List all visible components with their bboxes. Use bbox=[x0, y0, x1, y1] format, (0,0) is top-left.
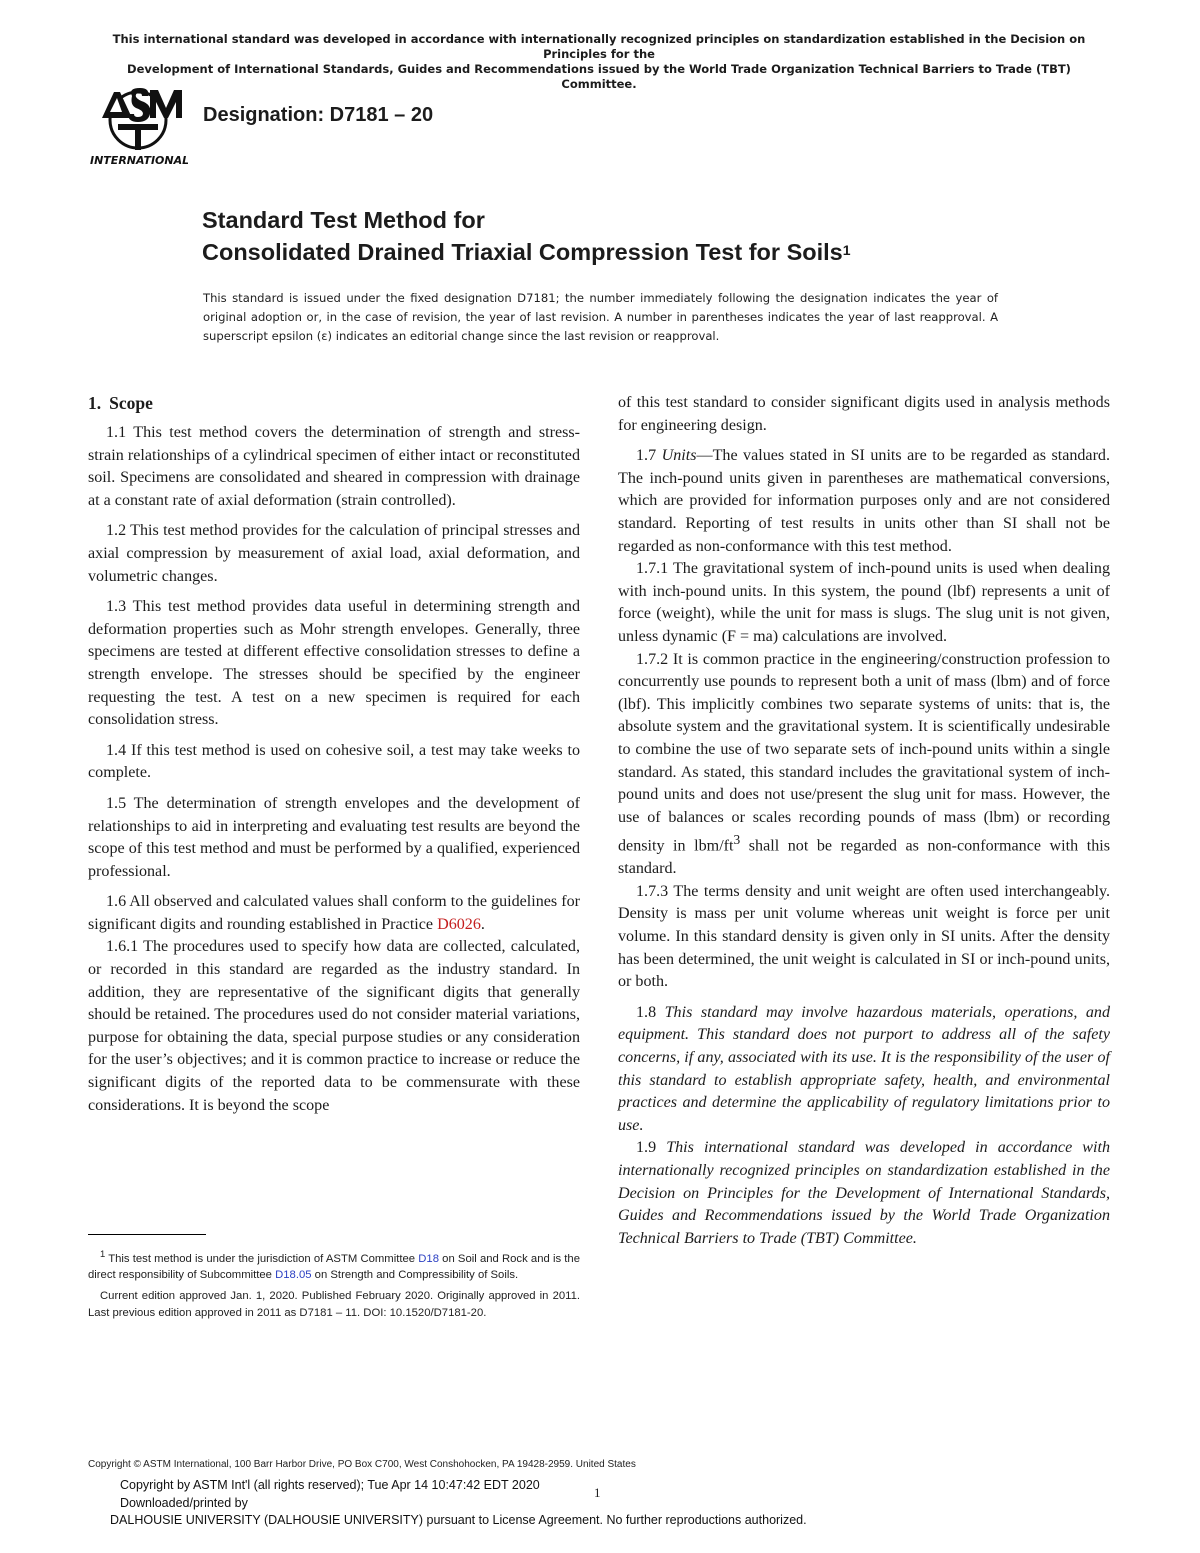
notice-line-1: This international standard was developed in accordance with internationally recognized principles on standardization established in the Decision on Principles for the bbox=[112, 32, 1086, 61]
astm-logo bbox=[88, 84, 188, 168]
paragraph-1-6-end: . bbox=[480, 915, 485, 933]
issue-note: This standard is issued under the fixed designation D7181; the number immediately following the designation indicates the year of original adoption or, in the case of revision, the year of last revision. A number in parentheses indicates the year of last reapproval. A superscript epsilon (ε) indicates an editorial change since the last revision or reapproval. bbox=[203, 291, 998, 343]
document-title bbox=[202, 204, 851, 268]
d18-05-link[interactable]: D18.05 bbox=[275, 1269, 312, 1282]
paragraph-1-8 bbox=[618, 1002, 1110, 1138]
d18-link[interactable]: D18 bbox=[418, 1252, 439, 1265]
wto-notice bbox=[88, 32, 1110, 92]
title-line-2 bbox=[202, 236, 851, 268]
logo-text: INTERNATIONAL bbox=[90, 154, 188, 167]
footnote-mark: 1 bbox=[100, 1248, 106, 1259]
d6026-link[interactable]: D6026 bbox=[437, 915, 481, 933]
copyright-line: Copyright © ASTM International, 100 Barr Harbor Drive, PO Box C700, West Conshohocken, PA 19428-2959. United States bbox=[88, 1459, 636, 1470]
footnote-text-b: on Soil and Rock and is the direct responsibility of Subcommittee bbox=[88, 1252, 581, 1282]
right-column bbox=[618, 392, 1110, 1258]
download-stamp bbox=[110, 1477, 807, 1530]
paragraph-1-4: 1.4 If this test method is used on cohesive soil, a test may take weeks to complete. bbox=[88, 741, 580, 782]
paragraph-1-6-text: 1.6 All observed and calculated values shall conform to the guidelines for significant digits and rounding established in Practice bbox=[88, 893, 580, 933]
footnote bbox=[88, 1246, 580, 1325]
paragraph-1-5: 1.5 The determination of strength envelopes and the development of relationships to aid in interpreting and evaluating test results are beyond the scope of this test method and must be performed by a qualified, experienced professional. bbox=[88, 794, 580, 880]
paragraph-1-9-text: This international standard was developed in accordance with internationally recognized principles on standardization established in the Decision on Principles for the Development of International Standards, Guides and Recommendations issued by the World Trade Organization Technical Barriers to Trade (TBT) Committee. bbox=[618, 1139, 1110, 1247]
footnote-1 bbox=[88, 1246, 580, 1284]
designation: Designation: D7181 – 20 bbox=[203, 104, 434, 126]
section-number: 1. bbox=[88, 393, 102, 413]
paragraph-1-9 bbox=[618, 1137, 1110, 1250]
left-column bbox=[88, 392, 580, 1125]
notice-line-2: Development of International Standards, Guides and Recommendations issued by the World Trade Organization Technical Barriers to Trade (TBT) Committee. bbox=[127, 62, 1071, 91]
units-label: Units bbox=[661, 447, 697, 465]
title-footnote-mark: 1 bbox=[842, 242, 851, 258]
paragraph-1-3: 1.3 This test method provides data useful in determining strength and deformation properties such as Mohr strength envelopes. Generally, three specimens are tested at different effective consolidation stresses to define a strength envelope. The stresses should be specified by the engineer requesting the test. A test on a new specimen is required for each consolidation stress. bbox=[88, 598, 580, 729]
paragraph-1-7-2-end: shall not be regarded as non-conformance with this standard. bbox=[618, 837, 1110, 878]
paragraph-1-9-number: 1.9 bbox=[636, 1139, 667, 1157]
paragraph-1-7-2-text: 1.7.2 It is common practice in the engineering/construction profession to concurrently use pounds to represent both a unit of mass (lbm) and of force (lbf). This implicitly combines two separate systems of units: that is, the absolute system and the gravitational system. It is scientifically undesirable to combine the use of two separate sets of inch-pound units within a single standard. As stated, this standard includes the gravitational system of inch-pound units and does not use/present the slug unit for mass. However, the use of balances or scales recording pounds of mass (lbm) or recording density in lbm/ft bbox=[618, 650, 1110, 855]
section-heading bbox=[88, 392, 580, 414]
paragraph-1-2: 1.2 This test method provides for the calculation of principal stresses and axial compression by measurement of axial load, axial deformation, and volumetric changes. bbox=[88, 522, 580, 585]
download-line-3: DALHOUSIE UNIVERSITY (DALHOUSIE UNIVERSITY) pursuant to License Agreement. No further reproductions authorized. bbox=[110, 1513, 807, 1527]
cubed-superscript: 3 bbox=[733, 832, 741, 848]
paragraph-1-1: 1.1 This test method covers the determination of strength and stress-strain relationships of a cylindrical specimen of either intact or reconstituted soil. Specimens are consolidated and sheared in compression with drainage at a constant rate of axial deformation (strain controlled). bbox=[88, 424, 580, 509]
footnote-text-c: on Strength and Compressibility of Soils. bbox=[311, 1269, 519, 1282]
paragraph-1-6-1: 1.6.1 The procedures used to specify how data are collected, calculated, or recorded in this standard are regarded as the industry standard. In addition, they are representative of the significant digits that generally should be retained. The procedures used do not consider material variations, purpose for obtaining the data, special purpose studies or any consideration for the user’s objectives; and it is common practice to increase or reduce the significant digits of the reported data to be commensurate with these considerations. It is beyond the scope bbox=[88, 938, 580, 1114]
paragraph-1-6 bbox=[88, 891, 580, 936]
paragraph-1-7-3: 1.7.3 The terms density and unit weight are often used interchangeably. Density is mass per unit volume whereas unit weight is force per unit volume. In this standard density is given only in SI units. After the density has been determined, the unit weight is calculated in SI or inch-pound units, or both. bbox=[618, 882, 1110, 991]
paragraph-1-7-text: —The values stated in SI units are to be regarded as standard. The inch-pound units given in parentheses are mathematical conversions, which are provided for information purposes only and are not considered standard. Reporting of test results in units other than SI shall not be regarded as non-conformance with this test method. bbox=[618, 447, 1110, 555]
paragraph-1-7-1: 1.7.1 The gravitational system of inch-pound units is used when dealing with inch-pound units. In this system, the pound (lbf) represents a unit of force (weight), while the unit for mass is slugs. The slug unit is not given, unless dynamic (F = ma) calculations are involved. bbox=[618, 560, 1110, 645]
paragraph-1-7-number: 1.7 bbox=[636, 447, 662, 465]
footnote-divider bbox=[88, 1234, 206, 1235]
paragraph-1-6-1-continued: of this test standard to consider significant digits used in analysis methods for engineering design. bbox=[618, 394, 1110, 434]
paragraph-1-8-number: 1.8 bbox=[636, 1003, 665, 1021]
download-line-2: Downloaded/printed by bbox=[120, 1495, 248, 1510]
section-title: Scope bbox=[109, 393, 153, 413]
title-main: Consolidated Drained Triaxial Compression Test for Soils bbox=[202, 239, 843, 265]
footnote-edition: Current edition approved Jan. 1, 2020. Published February 2020. Originally approved in 2011. Last previous edition approved in 2011 as D7181 – 11. DOI: 10.1520/D7181-20. bbox=[88, 1289, 580, 1319]
download-line-1: Copyright by ASTM Int'l (all rights reserved); Tue Apr 14 10:47:42 EDT 2020 bbox=[120, 1478, 540, 1492]
footnote-text-a: This test method is under the jurisdiction of ASTM Committee bbox=[105, 1252, 419, 1265]
page-number: 1 bbox=[594, 1485, 601, 1500]
title-line-1: Standard Test Method for bbox=[202, 207, 485, 233]
paragraph-1-7-2 bbox=[618, 649, 1110, 881]
astm-logo-icon bbox=[88, 84, 188, 168]
paragraph-1-8-text: This standard may involve hazardous materials, operations, and equipment. This standard does not purport to address all of the safety concerns, if any, associated with its use. It is the responsibility of the user of this standard to establish appropriate safety, health, and environmental practices and determine the applicability of regulatory limitations prior to use. bbox=[618, 1003, 1110, 1134]
paragraph-1-7 bbox=[618, 445, 1110, 558]
